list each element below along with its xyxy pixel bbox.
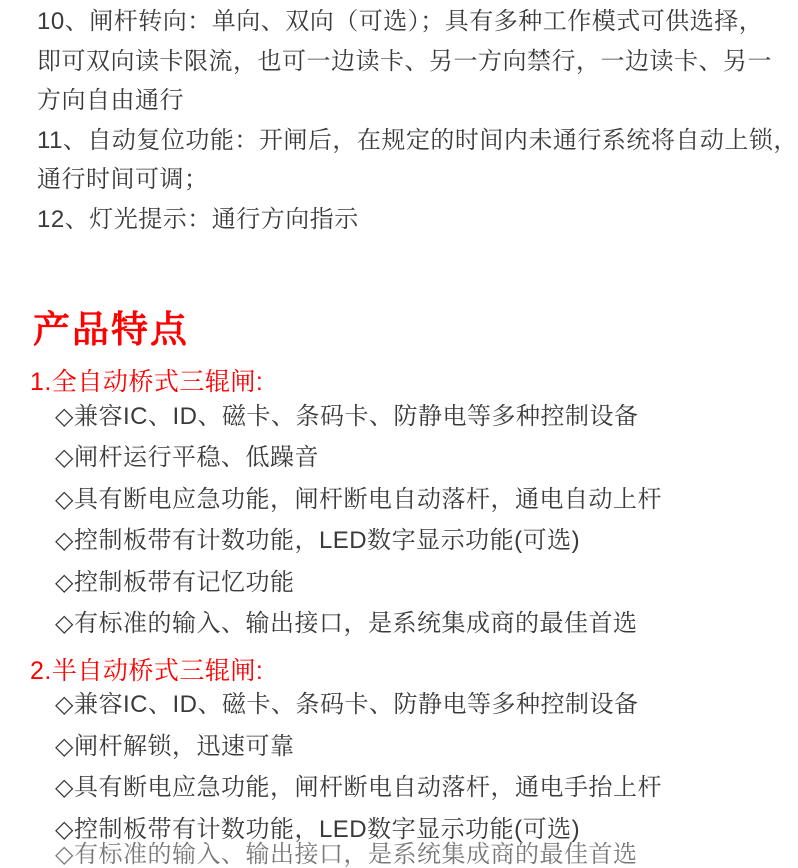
feature-item: ◇有标准的输入、输出接口，是系统集成商的最佳首选 [55, 610, 638, 638]
section-title-semi-auto: 2.半自动桥式三辊闸: [30, 657, 264, 685]
spec-paragraphs [37, 2, 798, 239]
feature-item: ◇闸杆解锁，迅速可靠 [55, 732, 295, 760]
feature-item: ◇兼容IC、ID、磁卡、条码卡、防静电等多种控制设备 [55, 691, 639, 718]
section-title-full-auto: 1.全自动桥式三辊闸: [30, 368, 264, 396]
feature-list-full-auto [55, 396, 662, 644]
spec-line: 11、自动复位功能：开闸后，在规定的时间内未通行系统将自动上锁， [37, 126, 798, 154]
feature-list-semi-auto [55, 684, 662, 850]
spec-line: 12、灯光提示：通行方向指示 [37, 205, 359, 233]
features-heading: 产品特点 [33, 309, 189, 350]
feature-item-clipped: ◇有标准的输入、输出接口，是系统集成商的最佳首选 [55, 841, 638, 868]
spec-line: 方向自由通行 [37, 87, 184, 114]
spec-line: 通行时间可调； [37, 166, 209, 193]
feature-item: ◇控制板带有计数功能，LED数字显示功能(可选) [55, 527, 581, 555]
feature-item: ◇控制板带有记忆功能 [55, 568, 295, 596]
feature-item: ◇兼容IC、ID、磁卡、条码卡、防静电等多种控制设备 [55, 403, 639, 430]
feature-item: ◇具有断电应急功能，闸杆断电自动落杆，通电手抬上杆 [55, 774, 662, 802]
feature-item: ◇具有断电应急功能，闸杆断电自动落杆，通电自动上杆 [55, 485, 662, 513]
feature-item: ◇控制板带有计数功能，LED数字显示功能(可选) [55, 815, 581, 843]
spec-line: 即可双向读卡限流，也可一边读卡、另一方向禁行，一边读卡、另一 [37, 47, 772, 75]
feature-item: ◇闸杆运行平稳、低躁音 [55, 444, 319, 472]
spec-line: 10、闸杆转向：单向、双向（可选）；具有多种工作模式可供选择， [37, 8, 764, 35]
